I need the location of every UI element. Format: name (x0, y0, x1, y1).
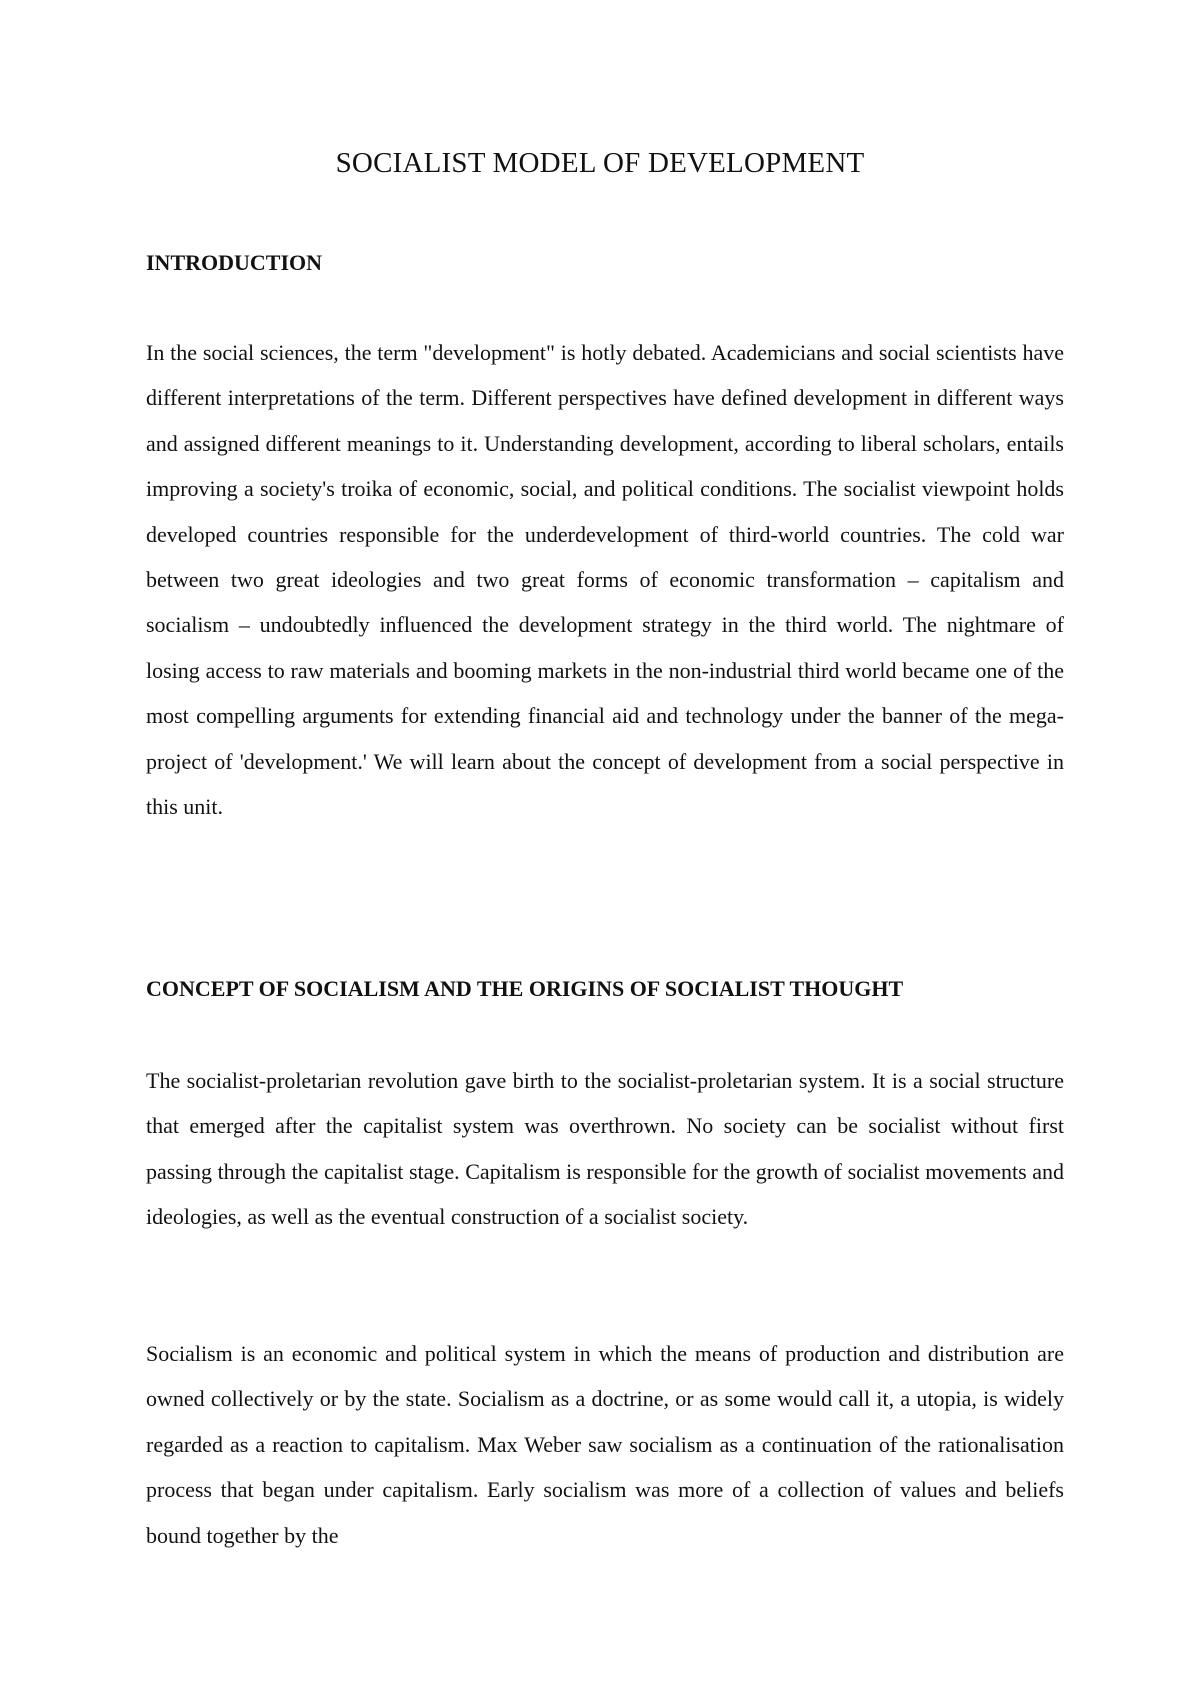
introduction-paragraph: In the social sciences, the term "development" is hotly debated. Academicians and social scientists have different interpretations of the term. Different perspectives have defined development in different ways and assigned different meanings to it. Understanding development, according to liberal scholars, entails improving a society's troika of economic, social, and political conditions. The socialist viewpoint holds developed countries responsible for the underdevelopment of third-world countries. The cold war between two great ideologies and two great forms of economic transformation – capitalism and socialism – undoubtedly influenced the development strategy in the third world. The nightmare of losing access to raw materials and booming markets in the non-industrial third world became one of the most compelling arguments for extending financial aid and technology under the banner of the mega-project of 'development.' We will learn about the concept of development from a social perspective in this unit. (146, 340, 1064, 820)
page-title: SOCIALIST MODEL OF DEVELOPMENT (335, 147, 865, 179)
section-heading-concept-of-socialism: CONCEPT OF SOCIALISM AND THE ORIGINS OF SOCIALIST THOUGHT (146, 976, 904, 1001)
concept-paragraph-2: Socialism is an economic and political system in which the means of production and distribution are owned collectively or by the state. Socialism as a doctrine, or as some would call it, a utopia, is widely regarded as a reaction to capitalism. Max Weber saw socialism as a continuation of the rationalisation process that began under capitalism. Early socialism was more of a collection of values and beliefs bound together by the (146, 1341, 1064, 1548)
concept-paragraph-1: The socialist-proletarian revolution gave birth to the socialist-proletarian system. It is a social structure that emerged after the capitalist system was overthrown. No society can be socialist without first passing through the capitalist stage. Capitalism is responsible for the growth of socialist movements and ideologies, as well as the eventual construction of a socialist society. (146, 1068, 1064, 1230)
section-heading-introduction: INTRODUCTION (146, 250, 323, 275)
